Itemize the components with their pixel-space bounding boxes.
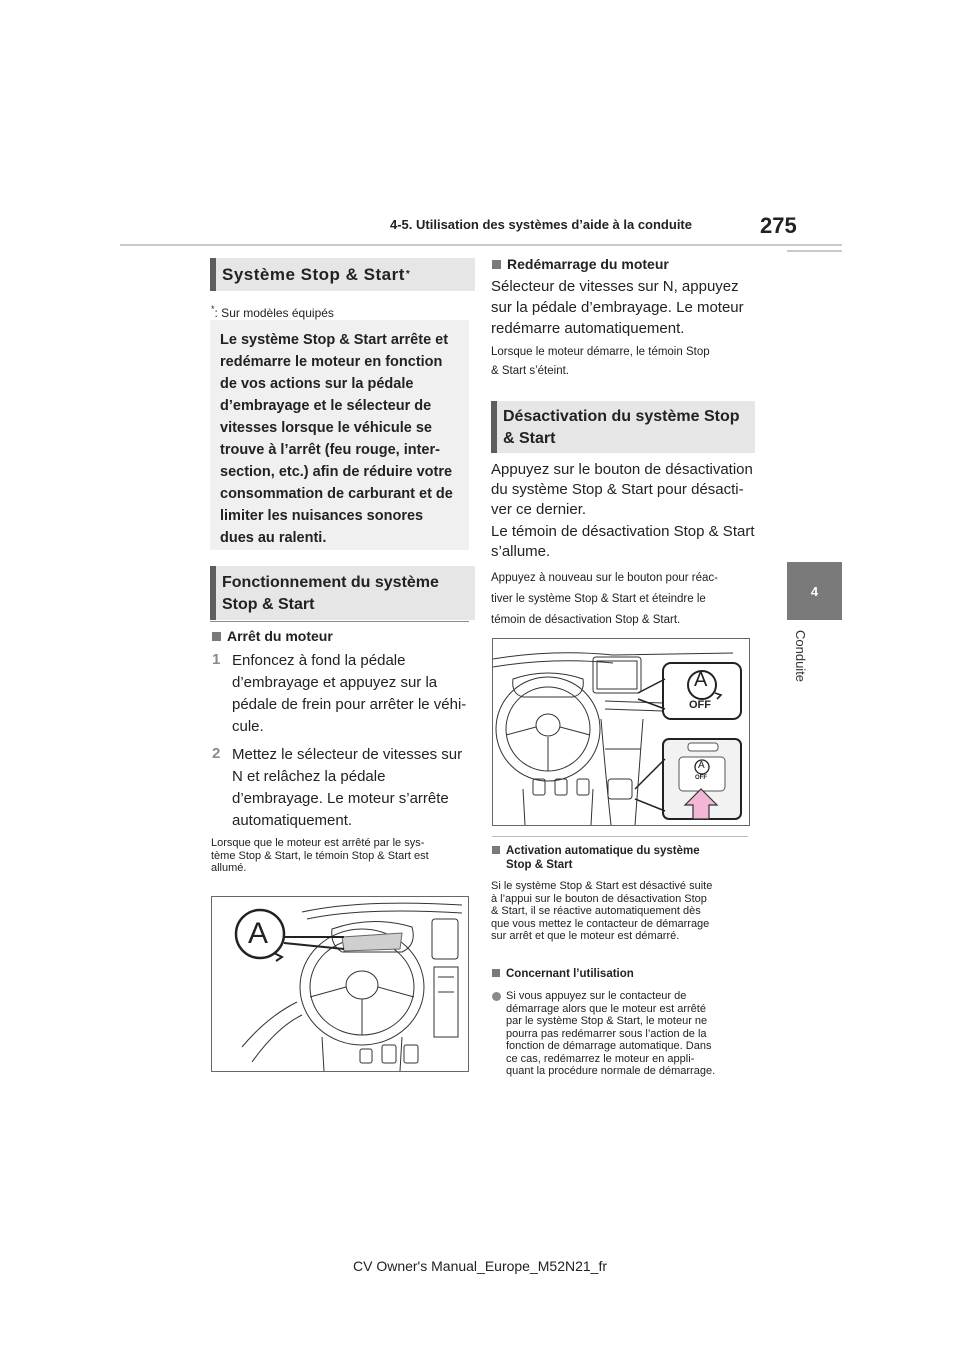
button-off-label: OFF: [695, 775, 707, 781]
running-header: 4-5. Utilisation des systèmes d’aide à la conduite: [390, 217, 692, 232]
title-asterisk: *: [405, 269, 410, 280]
footnote-text: : Sur modèles équipés: [214, 306, 334, 320]
intro-line: vitesses lorsque le véhicule se: [220, 420, 432, 436]
chapter-label: Conduite: [793, 630, 808, 683]
intro-line: redémarre le moteur en fonction: [220, 354, 443, 370]
note-line: allumé.: [211, 862, 247, 874]
section-title: Désactivation du système Stop: [503, 408, 740, 425]
bullet-line: quant la procédure normale de démarrage.: [506, 1065, 716, 1077]
subheading-activation-auto: [492, 844, 762, 872]
side-tab-rule: [787, 250, 842, 252]
footnote: [211, 303, 334, 320]
section-title: Fonctionnement du système: [222, 574, 439, 591]
bullet-line: par le système Stop & Start, le moteur ne: [506, 1015, 708, 1027]
para-line: Sélecteur de vitesses sur N, appuyez: [491, 278, 739, 295]
figure-underline: [492, 836, 748, 837]
step-line: d’embrayage. Le moteur s’arrête: [232, 790, 449, 807]
para-activation-auto: [491, 880, 761, 943]
header-rule: [120, 244, 842, 246]
figure-stop-start-indicator: [211, 896, 469, 1072]
intro-line: section, etc.) afin de réduire votre: [220, 464, 453, 480]
stop-start-off-letter-icon: A: [694, 669, 708, 691]
step-line: cule.: [232, 718, 264, 735]
step-line: Enfoncez à fond la pédale: [232, 652, 406, 669]
step-line: pédale de frein pour arrêter le véhi-: [232, 696, 467, 713]
step-number: 1: [212, 651, 221, 668]
section-underline: [210, 621, 469, 622]
subheading-text: Concernant l’utilisation: [506, 968, 634, 980]
intro-line: limiter les nuisances sonores: [220, 508, 424, 524]
figure-deactivation-button: [492, 638, 750, 826]
page-number: 275: [760, 213, 797, 238]
para-line: & Start, il se réactive automatiquement dès: [491, 905, 701, 917]
console-illustration: [493, 639, 749, 825]
section-heading-fonctionnement: [210, 566, 475, 620]
intro-line: trouve à l’arrêt (feu rouge, inter-: [220, 442, 440, 458]
chapter-tab: 4: [787, 562, 842, 620]
circle-bullet-icon: [492, 992, 501, 1001]
para-line: sur arrêt et que le moteur est démarré.: [491, 930, 680, 942]
para-line: Le témoin de désactivation Stop & Start: [491, 523, 755, 540]
stop-start-letter-icon: A: [248, 917, 269, 950]
intro-line: d’embrayage et le sélecteur de: [220, 398, 432, 414]
para-line: redémarre automatiquement.: [491, 320, 685, 337]
note-line: Lorsque le moteur démarre, le témoin Stop: [491, 346, 710, 358]
para-line: ver ce dernier.: [491, 501, 587, 518]
subheading-utilisation: [492, 968, 634, 980]
bullet-line: fonction de démarrage automatique. Dans: [506, 1040, 712, 1052]
intro-line: de vos actions sur la pédale: [220, 376, 414, 392]
bullet-line: démarrage alors que le moteur est arrêté: [506, 1002, 706, 1015]
note-line: tème Stop & Start, le témoin Stop & Start est: [211, 849, 429, 862]
step-line: d’embrayage et appuyez sur la: [232, 674, 438, 691]
intro-box: [210, 320, 469, 550]
note-reactivation: [491, 568, 761, 631]
note-arret: [211, 837, 473, 875]
para-redemarrage: [491, 276, 761, 339]
intro-line: dues au ralenti.: [220, 530, 327, 546]
para-desactivation: [491, 460, 761, 520]
bullet-line: pourra pas redémarrer sous l’action de la: [506, 1027, 707, 1040]
bullet-line: ce cas, redémarrez le moteur en appli-: [506, 1052, 695, 1065]
section-title: & Start: [503, 430, 556, 447]
button-letter-icon: A: [698, 760, 705, 771]
step-line: N et relâchez la pédale: [232, 768, 386, 785]
para-temoin: [491, 522, 761, 562]
note-line: & Start s’éteint.: [491, 365, 569, 377]
note-line: témoin de désactivation Stop & Start.: [491, 614, 681, 626]
step-number: 2: [212, 745, 221, 762]
subheading-text: Redémarrage du moteur: [507, 256, 669, 272]
footer-text: CV Owner's Manual_Europe_M52N21_fr: [352, 1258, 608, 1274]
intro-line: Le système Stop & Start arrête et: [220, 332, 449, 348]
para-line: Appuyez sur le bouton de désactivation: [491, 461, 753, 478]
step-2: [212, 744, 472, 832]
bullet-utilisation: [492, 990, 762, 1078]
note-line: Lorsque que le moteur est arrêté par le sys-: [211, 837, 425, 849]
off-label: OFF: [689, 699, 711, 711]
para-line: que vous mettez le contacteur de démarrage: [491, 917, 710, 930]
subheading-text: Arrêt du moteur: [227, 628, 333, 644]
subheading-text: Activation automatique du système: [506, 845, 700, 857]
note-line: tiver le système Stop & Start et éteindre le: [491, 593, 706, 605]
step-1: [212, 650, 472, 738]
para-line: à l’appui sur le bouton de désactivation Stop: [491, 892, 707, 905]
step-line: Mettez le sélecteur de vitesses sur: [232, 746, 463, 763]
section-heading-desactivation: [491, 401, 755, 453]
subheading-text: Stop & Start: [506, 859, 573, 871]
section-heading-stop-start: [210, 258, 475, 291]
square-bullet-icon: [212, 632, 221, 641]
section-title: Système Stop & Start: [222, 264, 405, 284]
step-line: automatiquement.: [232, 812, 353, 829]
square-bullet-icon: [492, 846, 500, 854]
note-line: Appuyez à nouveau sur le bouton pour réac-: [491, 572, 718, 584]
subheading-redemarrage: [492, 256, 669, 272]
para-line: s’allume.: [491, 543, 551, 560]
para-line: Si le système Stop & Start est désactivé suite: [491, 880, 713, 892]
square-bullet-icon: [492, 969, 500, 977]
square-bullet-icon: [492, 260, 501, 269]
bullet-line: Si vous appuyez sur le contacteur de: [506, 990, 687, 1002]
para-line: sur la pédale d’embrayage. Le moteur: [491, 299, 744, 316]
intro-text: [210, 320, 469, 549]
section-title: Stop & Start: [222, 596, 315, 613]
para-line: du système Stop & Start pour désacti-: [491, 481, 744, 498]
intro-line: consommation de carburant et de: [220, 486, 453, 502]
subheading-arret: [212, 628, 333, 644]
footnote-asterisk: *: [211, 304, 215, 314]
note-redemarrage: [491, 343, 761, 381]
